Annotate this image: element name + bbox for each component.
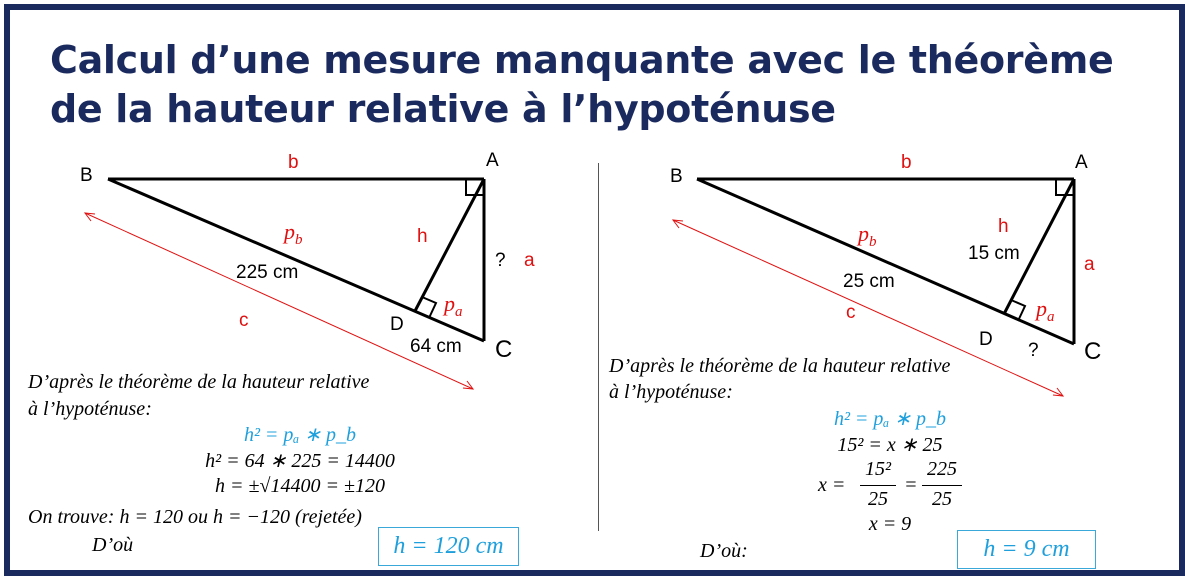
right-dou: D’où: <box>700 540 748 562</box>
right-frac-eq: = <box>904 474 918 496</box>
right-intro-line-1: D’après le théorème de la hauteur relative <box>609 355 951 377</box>
left-theorem-formula: h² = pₐ ∗ p_b <box>243 424 357 446</box>
right-label-pb: $p_b$ <box>858 221 877 250</box>
right-vertex-a: A <box>1075 152 1088 173</box>
right-pb-value: 25 cm <box>843 271 895 292</box>
left-answer-box: h = 120 cm <box>378 527 519 566</box>
left-intro-line-1: D’après le théorème de la hauteur relative <box>28 371 370 393</box>
right-label-b: b <box>901 152 912 173</box>
left-label-pb: $p_b$ <box>284 219 303 248</box>
left-conclusion: On trouve: h = 120 ou h = −120 (rejetée) <box>28 506 362 528</box>
left-vertex-d: D <box>390 314 404 335</box>
left-label-c: c <box>239 310 249 331</box>
title-line-1: Calcul d’une mesure manquante avec le théorème <box>50 38 1114 82</box>
right-vertex-b: B <box>670 166 683 187</box>
right-label-h: h <box>998 216 1009 237</box>
left-label-b: b <box>288 152 299 173</box>
left-vertex-a: A <box>486 150 499 171</box>
left-label-pa: $p_a$ <box>444 291 463 320</box>
right-h-value: 15 cm <box>968 243 1020 264</box>
left-step-1: h² = 64 ∗ 225 = 14400 <box>205 450 395 472</box>
right-theorem-formula: h² = pₐ ∗ p_b <box>833 408 947 430</box>
right-frac1-bar <box>860 485 896 486</box>
left-pb-value: 225 cm <box>236 262 299 283</box>
right-vertex-d: D <box>979 329 993 350</box>
left-pa-value: 64 cm <box>410 336 462 357</box>
right-frac2-den: 25 <box>932 488 952 510</box>
right-label-pa: $p_a$ <box>1036 296 1055 325</box>
left-step-2: h = ±√14400 = ±120 <box>215 475 385 497</box>
right-label-c: c <box>846 302 856 323</box>
right-vertex-c: C <box>1084 338 1102 365</box>
right-answer-box: h = 9 cm <box>957 530 1096 569</box>
right-frac2-num: 225 <box>927 458 957 480</box>
right-step-1: 15² = x ∗ 25 <box>837 434 943 456</box>
left-label-h: h <box>417 226 428 247</box>
left-label-a: a <box>524 250 535 271</box>
right-frac1-den: 25 <box>868 488 888 510</box>
right-frac1-num: 15² <box>865 458 891 480</box>
left-intro-line-2: à l’hypoténuse: <box>28 398 152 420</box>
title-line-2: de la hauteur relative à l’hypoténuse <box>50 87 836 131</box>
right-label-a: a <box>1084 254 1095 275</box>
left-vertex-c: C <box>495 336 513 363</box>
right-intro-line-2: à l’hypoténuse: <box>609 381 733 403</box>
left-vertex-b: B <box>80 165 93 186</box>
right-step-3: x = 9 <box>868 513 912 535</box>
right-question-mark: ? <box>1028 340 1039 361</box>
left-dou: D’où <box>92 534 134 556</box>
right-frac-lhs: x = <box>818 474 846 496</box>
right-frac2-bar <box>922 485 962 486</box>
left-question-mark: ? <box>495 250 506 271</box>
